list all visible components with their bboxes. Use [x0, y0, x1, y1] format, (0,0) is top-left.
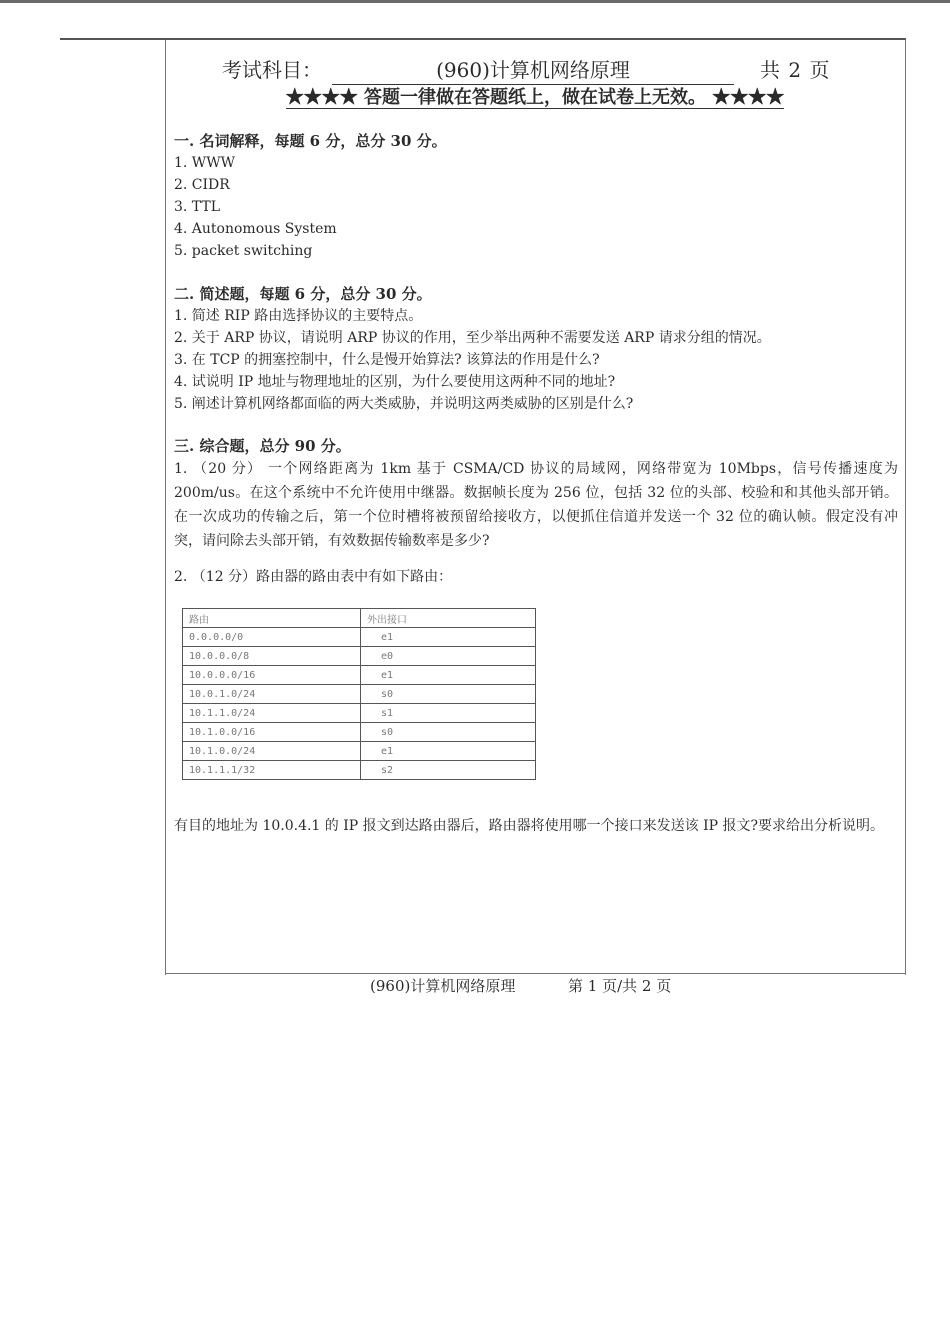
table-row	[183, 666, 536, 685]
frame-bottom	[165, 973, 906, 974]
question-2-block	[174, 814, 898, 838]
question-2-intro-block	[174, 566, 898, 588]
subject-label: 考试科目：	[222, 58, 322, 82]
section-title: 三. 综合题，总分 90 分。	[174, 437, 351, 455]
question-item: 2. 关于 ARP 协议，请说明 ARP 协议的作用，至少举出两种不需要发送 ARP 请求分组的情况。	[174, 330, 771, 346]
question-item: 1. 简述 RIP 路由选择协议的主要特点。	[174, 308, 423, 324]
scan-edge	[0, 0, 950, 3]
section-terms	[174, 130, 898, 262]
table-row	[183, 647, 536, 666]
column-header-interface: 外出接口	[361, 609, 536, 628]
route-cell: 10.0.0.0/16	[183, 666, 361, 685]
interface-cell: e0	[361, 647, 536, 666]
subject-name: (960)计算机网络原理	[332, 54, 734, 85]
interface-cell: e1	[361, 628, 536, 647]
term-item: 2. CIDR	[174, 177, 230, 193]
table-row	[183, 685, 536, 704]
question-item: 3. 在 TCP 的拥塞控制中，什么是慢开始算法? 该算法的作用是什么?	[174, 352, 600, 368]
page-footer	[0, 975, 950, 997]
interface-cell: s0	[361, 723, 536, 742]
section-comprehensive	[174, 435, 898, 553]
term-item: 4. Autonomous System	[174, 221, 337, 237]
frame-left	[165, 40, 166, 975]
total-pages: 共 2 页	[760, 58, 831, 82]
footer-course: (960)计算机网络原理	[370, 977, 516, 995]
question-2-intro: 2. （12 分）路由器的路由表中有如下路由：	[174, 569, 453, 585]
route-cell: 10.1.1.1/32	[183, 761, 361, 780]
column-header-route: 路由	[183, 609, 361, 628]
interface-cell: e1	[361, 666, 536, 685]
routing-table	[182, 608, 536, 780]
term-item: 1. WWW	[174, 155, 235, 171]
interface-cell: s1	[361, 704, 536, 723]
term-item: 5. packet switching	[174, 243, 313, 259]
frame-right	[905, 40, 906, 975]
route-cell: 10.0.0.0/8	[183, 647, 361, 666]
route-cell: 10.1.0.0/24	[183, 742, 361, 761]
footer-page-number: 第 1 页/共 2 页	[568, 977, 672, 995]
route-cell: 10.1.1.0/24	[183, 704, 361, 723]
route-cell: 0.0.0.0/0	[183, 628, 361, 647]
interface-cell: e1	[361, 742, 536, 761]
question-item: 4. 试说明 IP 地址与物理地址的区别，为什么要使用这两种不同的地址?	[174, 374, 616, 390]
question-1: 1. （20 分） 一个网络距离为 1km 基于 CSMA/CD 协议的局域网，网络带宽为 10Mbps，信号传播速度为 200m/us。在这个系统中不允许使用中继器。数据帧长度为 256 位，包括 32 位的头部、校验和和其他头部开销。在一次成功的传输之后，第一个位时槽将被预留给接收方，以便抓住信道并发送一个 32 位的确认帧。假定没有冲突，请问除去头部开销，有效数据传输数率是多少?	[174, 461, 898, 549]
table-row	[183, 704, 536, 723]
section-title: 二. 简述题，每题 6 分，总分 30 分。	[174, 285, 432, 303]
table-row	[183, 761, 536, 780]
answer-notice: ★★★★ 答题一律做在答题纸上，做在试卷上无效。 ★★★★	[285, 87, 785, 108]
top-rule	[60, 38, 906, 40]
table-header-row	[183, 609, 536, 628]
question-item: 5. 阐述计算机网络都面临的两大类威胁，并说明这两类威胁的区别是什么?	[174, 396, 634, 412]
interface-cell: s2	[361, 761, 536, 780]
table-row	[183, 628, 536, 647]
route-cell: 10.0.1.0/24	[183, 685, 361, 704]
table-row	[183, 742, 536, 761]
exam-header	[0, 52, 950, 84]
question-2-text: 有目的地址为 10.0.4.1 的 IP 报文到达路由器后，路由器将使用哪一个接口来发送该 IP 报文?要求给出分析说明。	[174, 818, 884, 834]
route-cell: 10.1.0.0/16	[183, 723, 361, 742]
section-short-answer	[174, 283, 898, 415]
table-row	[183, 723, 536, 742]
term-item: 3. TTL	[174, 199, 221, 215]
section-title: 一. 名词解释，每题 6 分，总分 30 分。	[174, 132, 447, 150]
interface-cell: s0	[361, 685, 536, 704]
